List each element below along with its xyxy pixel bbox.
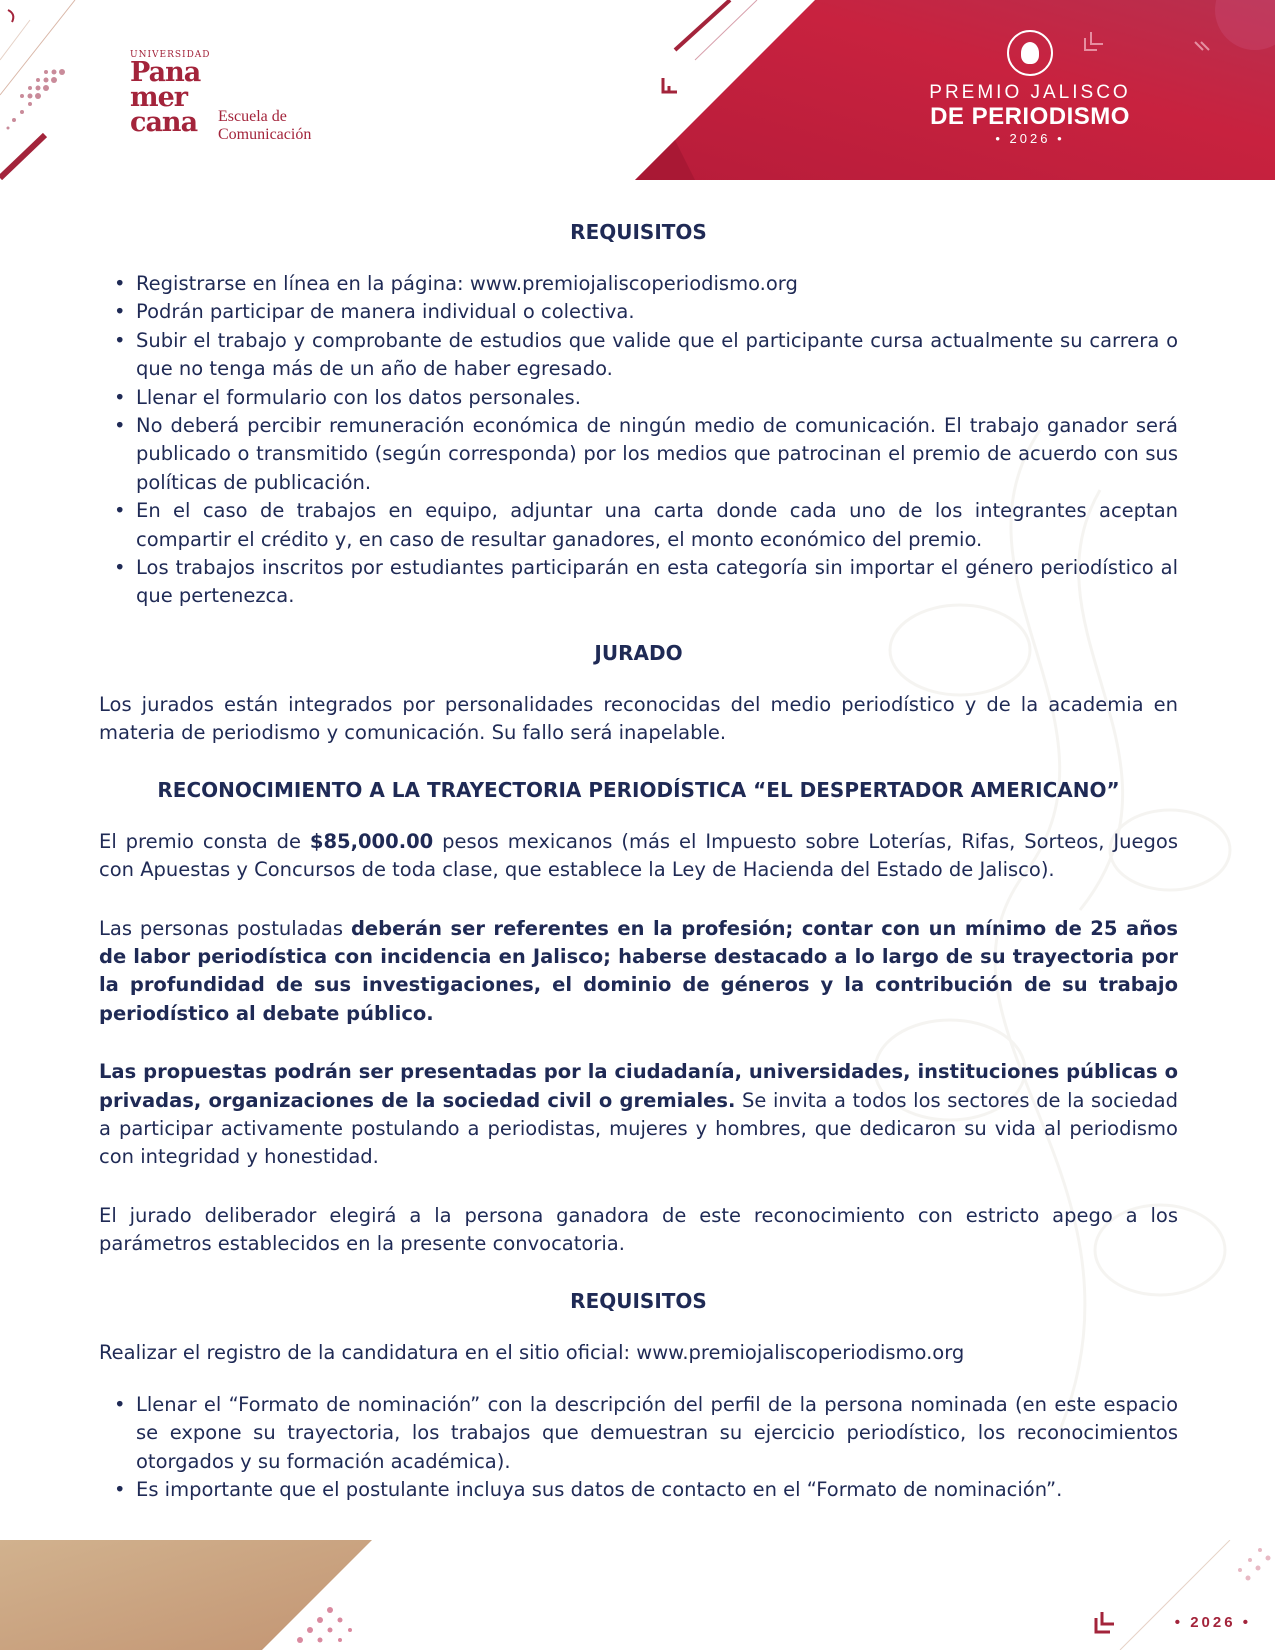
premio-amount: $85,000.00 (309, 829, 434, 853)
premio-paragraph (99, 828, 1178, 885)
premio-jalisco-logo (900, 30, 1160, 148)
deliberador-paragraph: El jurado deliberador elegirá a la persona ganadora de este reconocimiento con estricto apego a los parámetros establecidos en la presente convocatoria. (99, 1203, 1178, 1256)
propuestas-bold-text: Las propuestas podrán ser presentadas por la ciudadanía, universidades, instituciones públicas o privadas, organizaciones de la sociedad civil o gremiales. (99, 1060, 1178, 1112)
logo-name-line: cana (130, 107, 198, 138)
list-item: • Es importante que el postulante incluya sus datos de contacto en el “Formato de nominación”. (136, 1476, 1178, 1504)
premio-text: pesos mexicanos (más el Impuesto sobre Loterías, Rifas, Sorteos, Juegos con Apuestas y Concursos de toda clase, que establece la Ley de Hacienda del Estado de Jalisco). (99, 829, 1178, 882)
reconocimiento-heading: RECONOCIMIENTO A LA TRAYECTORIA PERIODÍSTICA “EL DESPERTADOR AMERICANO” (157, 777, 1120, 802)
eagle-emblem-icon (1007, 30, 1053, 76)
premio-logo-line2: DE PERIODISMO (930, 103, 1130, 130)
list-item: • En el caso de trabajos en equipo, adjuntar una carta donde cada uno de los integrantes aceptan compartir el crédito y, en caso de resultar ganadores, el monto económico del premio. (136, 497, 1178, 554)
header-left-decoration (0, 0, 130, 180)
requisitos-heading-2: REQUISITOS (570, 1288, 707, 1313)
requisitos-heading: REQUISITOS (570, 220, 707, 244)
list-item: • Llenar el “Formato de nominación” con la descripción del perfil de la persona nominada (en este espacio se expone su trayectoria, los trabajos que demuestran su ejercicio periodístico, los reconocimientos otorgados y su formación académica). (136, 1391, 1178, 1476)
premio-logo-line1: PREMIO JALISCO (929, 82, 1131, 103)
footer-decoration (0, 1540, 1275, 1650)
premio-text: El premio consta de (99, 829, 310, 853)
requisitos-list (99, 270, 1178, 611)
list-item: • Podrán participar de manera individual o colectiva. (136, 298, 1178, 326)
universidad-panamericana-logo (130, 50, 350, 145)
footer-year: • 2026 • (1174, 1614, 1251, 1631)
logo-school-name (218, 108, 311, 144)
list-item: • Llenar el formulario con los datos personales. (136, 384, 1178, 412)
list-item: • Los trabajos inscritos por estudiantes participarán en esta categoría sin importar el género periodístico al que pertenezca. (136, 554, 1178, 611)
propuestas-paragraph (99, 1058, 1178, 1172)
registro-paragraph: Realizar el registro de la candidatura en el sitio oficial: www.premiojaliscoperiodismo.org (99, 1340, 965, 1364)
page-header (0, 0, 1275, 180)
list-item: • No deberá percibir remuneración económica de ningún medio de comunicación. El trabajo ganador será publicado o transmitido (según corresponda) por los medios que patrocinan el premio de acuerdo con sus políticas de publicación. (136, 412, 1178, 497)
list-item: • Subir el trabajo y comprobante de estudios que valide que el participante cursa actualmente su carrera o que no tenga más de un año de haber egresado. (136, 327, 1178, 384)
jurado-paragraph: Los jurados están integrados por personalidades reconocidas del medio periodístico y de la academia en materia de periodismo y comunicación. Su fallo será inapelable. (99, 692, 1178, 745)
logo-school-line: Escuela de (218, 108, 287, 125)
requisitos-list-2 (99, 1391, 1178, 1505)
postuladas-bold-text: deberán ser referentes en la profesión; contar con un mínimo de 25 años de labor periodística con incidencia en Jalisco; haberse destacado a lo largo de su trayectoria por la profundidad de sus investigaciones, el dominio de géneros y la contribución de su trabajo periodístico al debate público. (99, 916, 1178, 1025)
logo-name-line: Pana (130, 57, 201, 88)
logo-name-line: mer (130, 82, 187, 113)
logo-university-label: UNIVERSIDAD (130, 50, 211, 60)
logo-school-line: Comunicación (218, 126, 312, 143)
premio-logo-year: • 2026 • (995, 131, 1065, 146)
postuladas-paragraph (99, 915, 1178, 1029)
propuestas-text: Se invita a todos los sectores de la sociedad a participar activamente postulando a periodistas, mujeres y hombres, que dedicaron su vida al periodismo con integridad y honestidad. (99, 1088, 1178, 1169)
logo-name (130, 57, 201, 138)
jurado-heading: JURADO (594, 640, 683, 665)
postuladas-text: Las personas postuladas (99, 916, 351, 940)
list-item: • Registrarse en línea en la página: www.premiojaliscoperiodismo.org (136, 270, 1178, 298)
document-body (99, 218, 1178, 1505)
